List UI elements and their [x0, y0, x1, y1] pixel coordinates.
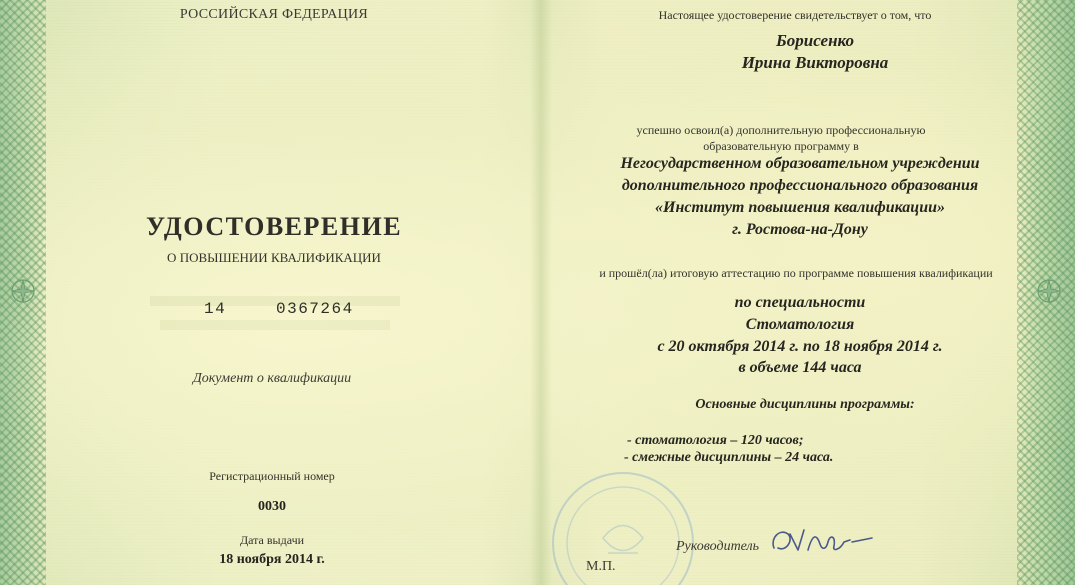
seal-place-label: М.П. — [586, 559, 616, 574]
country-heading: РОССИЙСКАЯ ФЕДЕРАЦИЯ — [179, 7, 369, 22]
page-title: УДОСТОВЕРЕНИЕ — [145, 212, 403, 241]
disciplines-title: Основные дисциплины программы: — [695, 397, 915, 412]
discipline-item: - смежные дисциплины – 24 часа. — [624, 450, 834, 465]
watermark-ghost — [150, 290, 400, 340]
mastered-line-1: успешно освоил(а) дополнительную профессиональную — [636, 123, 926, 137]
specialty-label: по специальности — [734, 294, 866, 311]
mastered-line-2: образовательную программу в — [703, 139, 859, 153]
issue-date: 18 ноября 2014 г. — [219, 552, 325, 567]
attestation-text: и прошёл(ла) итоговую аттестацию по программе повышения квалификации — [599, 266, 993, 280]
registration-label: Регистрационный номер — [209, 469, 335, 483]
head-label: Руководитель — [676, 539, 760, 554]
issue-date-label: Дата выдачи — [239, 533, 305, 547]
holder-name: Ирина Викторовна — [741, 53, 889, 72]
organization-line-3: «Институт повышения квалификации» — [655, 199, 945, 216]
seal-stamp — [548, 468, 698, 585]
rosette-ornament-icon — [10, 278, 36, 304]
document-type: Документ о квалификации — [192, 371, 352, 386]
certificate-subtitle: О ПОВЫШЕНИИ КВАЛИФИКАЦИИ — [167, 250, 381, 265]
organization-line-1: Негосударственном образовательном учреждении — [620, 155, 980, 172]
holder-surname: Борисенко — [775, 31, 855, 50]
registration-number: 0030 — [258, 499, 286, 514]
organization-city: г. Ростова-на-Дону — [732, 221, 868, 238]
head-signature — [768, 520, 878, 560]
specialty-name: Стоматология — [745, 316, 855, 333]
rosette-ornament-icon — [1036, 278, 1062, 304]
study-volume: в объеме 144 часа — [738, 359, 862, 376]
organization-line-2: дополнительного профессионального образования — [621, 177, 979, 194]
discipline-item: - стоматология – 120 часов; — [627, 433, 804, 448]
series-number: 14 — [204, 300, 227, 318]
study-period: с 20 октября 2014 г. по 18 ноября 2014 г. — [657, 338, 943, 355]
intro-text: Настоящее удостоверение свидетельствует о том, что — [658, 8, 932, 22]
document-number: 0367264 — [276, 300, 354, 318]
